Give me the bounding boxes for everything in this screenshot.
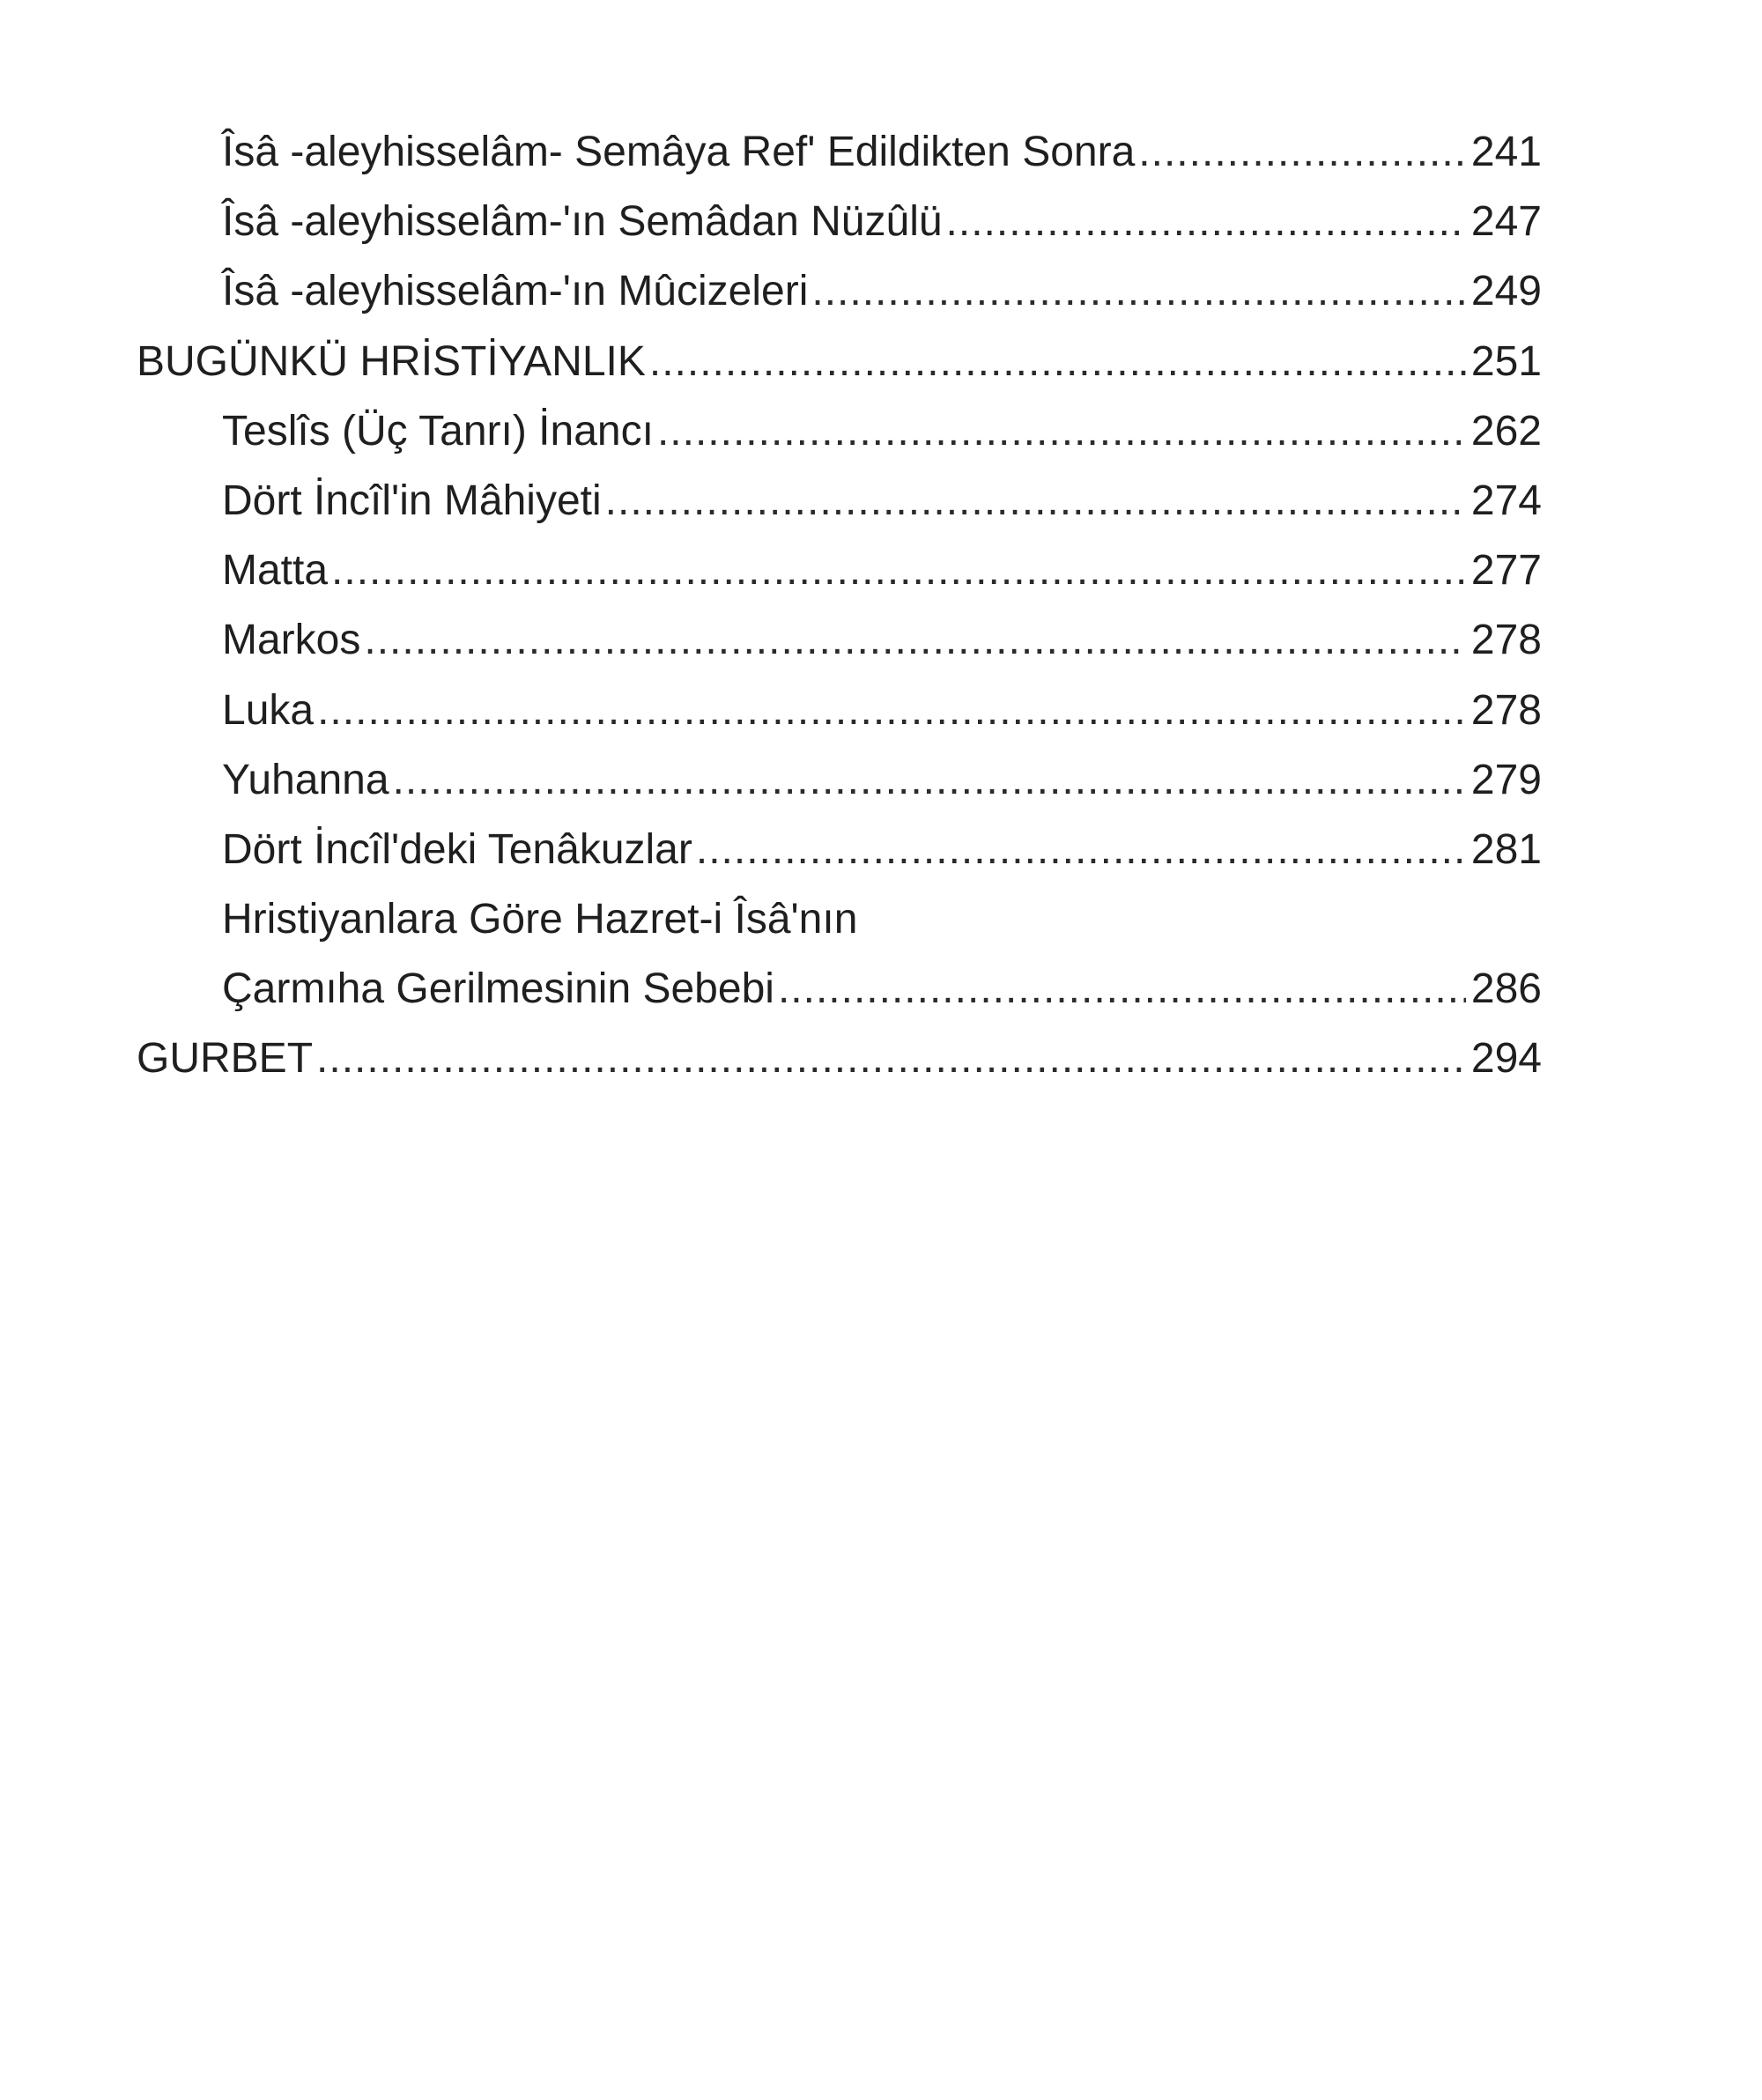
toc-entry-title: Dört İncîl'in Mâhiyeti (222, 477, 602, 524)
toc-section-entry (137, 327, 1542, 396)
toc-leader-dots (331, 536, 1466, 605)
toc-entry (137, 256, 1542, 326)
toc-entry (137, 117, 1542, 187)
toc-leader-dots (946, 187, 1466, 256)
toc-leader-dots (778, 954, 1466, 1024)
toc-leader-dots (605, 466, 1466, 536)
toc-entry-title: Markos (222, 617, 361, 664)
toc-entry-page: 274 (1470, 477, 1542, 524)
toc-entry-page: 249 (1470, 268, 1542, 315)
toc-entry-title: Hristiyanlara Göre Hazret-i Îsâ'nın (222, 896, 858, 943)
toc-entry-page: 277 (1470, 547, 1542, 595)
toc-entry-page: 241 (1470, 129, 1542, 175)
toc-entry-page: 247 (1470, 198, 1542, 246)
toc-entry-page: 278 (1470, 686, 1542, 734)
toc-entry (137, 187, 1542, 256)
toc-leader-dots (1138, 117, 1466, 187)
toc-entry (137, 605, 1542, 675)
toc-entry (137, 745, 1542, 815)
toc-entry-first-line (137, 884, 1542, 954)
toc-entry-page: 262 (1470, 407, 1542, 455)
toc-entry-title: Çarmıha Gerilmesinin Sebebi (222, 965, 774, 1013)
toc-leader-dots (811, 256, 1466, 326)
toc-entry-title: Matta (222, 547, 329, 595)
toc-section-title: BUGÜNKÜ HRİSTİYANLIK (137, 337, 646, 385)
toc-leader-dots (657, 396, 1466, 466)
toc-leader-dots (316, 1024, 1466, 1093)
toc-entry (137, 954, 1542, 1024)
toc-entry-page: 286 (1470, 965, 1542, 1013)
toc-entry (137, 815, 1542, 884)
toc-entry (137, 466, 1542, 536)
toc-entry-title: Luka (222, 686, 315, 734)
toc-leader-dots (696, 815, 1466, 884)
toc-entry (137, 536, 1542, 605)
toc-entry (137, 676, 1542, 745)
toc-entry-page: 281 (1470, 825, 1542, 873)
toc-entry-title: Yuhanna (222, 756, 389, 803)
toc-leader-dots (364, 605, 1466, 675)
toc-leader-dots (317, 676, 1466, 745)
toc-entry-page: 279 (1470, 756, 1542, 803)
toc-entry-title: Îsâ -aleyhisselâm-'ın Mûcizeleri (222, 268, 809, 315)
toc-section-title: GURBET (137, 1035, 314, 1083)
toc-entry-page: 294 (1470, 1035, 1542, 1083)
toc-section-entry (137, 1024, 1542, 1093)
toc-leader-dots (393, 745, 1466, 815)
toc-entry-title: Îsâ -aleyhisselâm- Semâya Ref' Edildikten Sonra (222, 129, 1136, 175)
toc-entry-title: Teslîs (Üç Tanrı) İnancı (222, 407, 654, 455)
toc-entry-title: Dört İncîl'deki Tenâkuzlar (222, 825, 692, 873)
toc-entry-page: 251 (1470, 337, 1542, 385)
toc-entry (137, 396, 1542, 466)
table-of-contents (137, 117, 1542, 1094)
toc-entry-title: Îsâ -aleyhisselâm-'ın Semâdan Nüzûlü (222, 198, 943, 246)
toc-leader-dots (649, 327, 1466, 396)
toc-entry-page: 278 (1470, 617, 1542, 664)
